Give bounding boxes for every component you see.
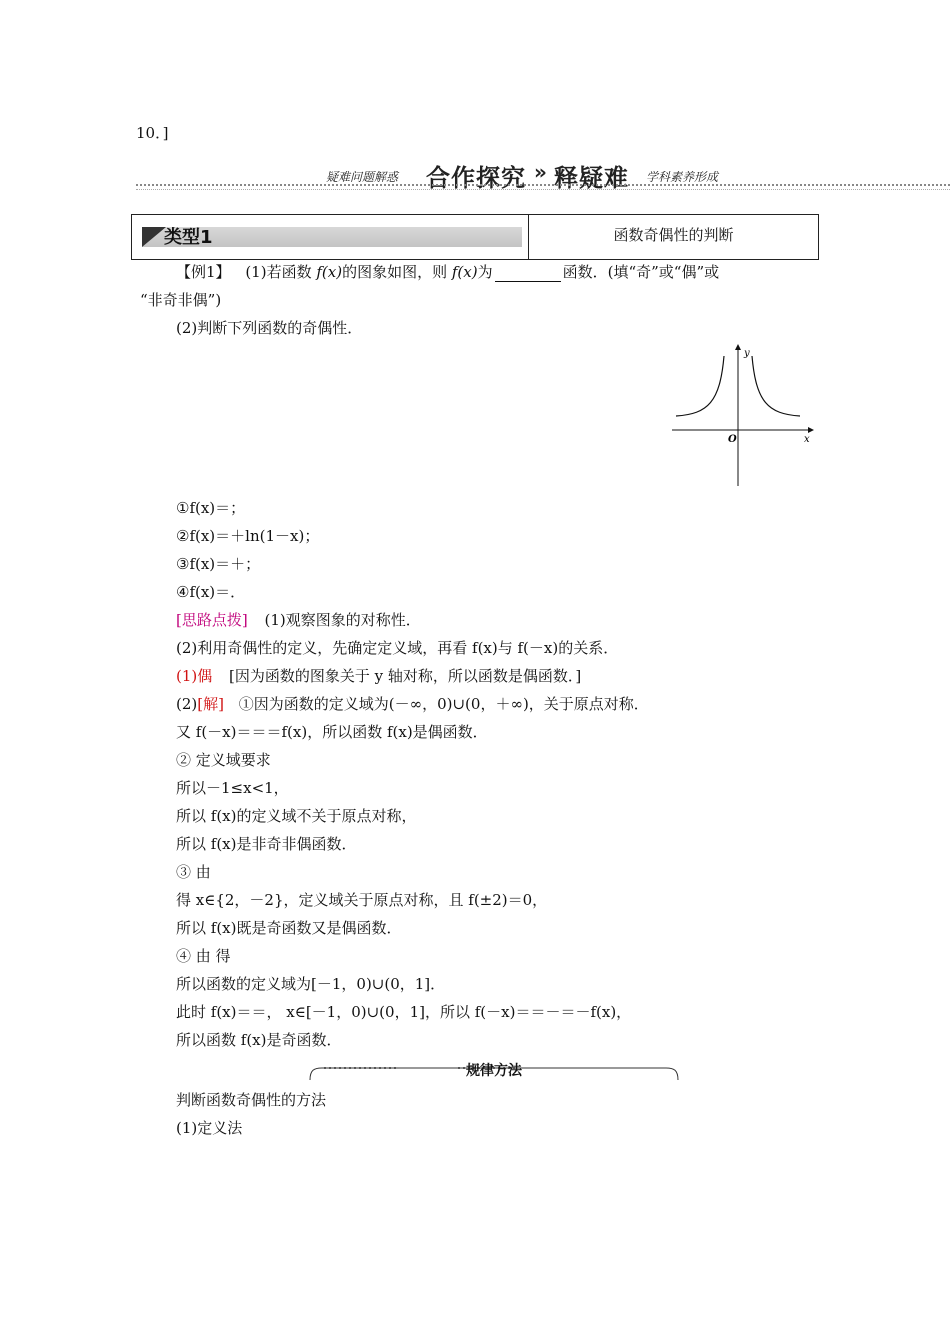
type-wedge <box>142 227 166 247</box>
example-fx-1: f(x) <box>316 263 343 281</box>
item-3: ③f(x)＝＋； <box>176 555 261 573</box>
hint-line <box>176 610 421 630</box>
type-label: 类型1 <box>164 227 213 248</box>
solution-step-6: ③ 由 <box>176 863 211 881</box>
example-part1-d: 函数．(填“奇”或“偶”或 <box>562 263 720 281</box>
banner-right-caption: 学科素养形成 <box>646 170 719 184</box>
hint-tag: [思路点拨] <box>176 611 248 629</box>
solution-step-11: 此时 f(x)＝＝， x∈[－1，0)∪(0，1]，所以 f(－x)＝＝－＝－f(x)， <box>176 1003 632 1021</box>
example-part1-a: (1)若函数 <box>245 263 312 281</box>
answer-line <box>176 666 581 686</box>
rules-heading <box>308 1058 680 1082</box>
solution-step-9: ④ 由 得 <box>176 947 231 965</box>
hint-text: (1)观察图象的对称性． <box>264 611 421 629</box>
rules-line-2: (1)定义法 <box>176 1119 243 1137</box>
previous-page-fragment: 10．] <box>136 124 169 142</box>
type-title: 函数奇偶性的判断 <box>613 226 734 244</box>
banner-left-caption: 疑难问题解惑 <box>326 170 399 184</box>
example-part1-b: 的图象如图，则 <box>342 263 448 281</box>
example-line-1 <box>176 262 719 282</box>
right-branch <box>752 356 800 416</box>
rules-label: 规律方法 <box>466 1063 522 1079</box>
example-part-2: (2)判断下列函数的奇偶性． <box>176 319 363 337</box>
rules-line-1: 判断函数奇偶性的方法 <box>176 1091 327 1109</box>
solution-step-2: ② 定义域要求 <box>176 751 271 769</box>
example-fx-2: f(x) <box>451 263 478 281</box>
item-4: ④f(x)＝． <box>176 583 246 601</box>
solution-step-8: 所以 f(x)既是奇函数又是偶函数． <box>176 919 402 937</box>
item-1: ①f(x)＝； <box>176 499 246 517</box>
example-line-2: “非奇非偶”) <box>140 291 222 309</box>
answer-blank <box>495 265 561 282</box>
banner-divider <box>136 184 950 186</box>
origin-label: O <box>728 434 737 445</box>
left-branch <box>676 356 724 416</box>
function-graph <box>668 340 818 490</box>
x-axis-label: x <box>804 434 810 445</box>
example-part1-c: 为 <box>477 263 493 281</box>
solution-step-10: 所以函数的定义域为[－1，0)∪(0，1]． <box>176 975 446 993</box>
banner-arrow-icon: » <box>534 160 548 184</box>
answer-tag: (1)偶 <box>176 667 213 685</box>
type-label-cell <box>132 215 529 259</box>
type-heading-box <box>131 214 819 260</box>
solution-step-3: 所以－1≤x<1， <box>176 779 289 797</box>
solution-step-12: 所以函数 f(x)是奇函数． <box>176 1031 342 1049</box>
solution-step-7: 得 x∈{2，－2}，定义域关于原点对称，且 f(±2)＝0， <box>176 891 548 909</box>
hint-line-2: (2)利用奇偶性的定义，先确定定义域，再看 f(x)与 f(－x)的关系． <box>176 639 619 657</box>
banner-title-a: 合作探究 <box>426 164 526 192</box>
solution-tag: [解] <box>197 695 224 713</box>
item-2: ②f(x)＝＋ln(1－x)； <box>176 527 320 545</box>
solution-step-4: 所以 f(x)的定义域不关于原点对称， <box>176 807 417 825</box>
y-axis-label: y <box>744 348 750 359</box>
solution-line <box>176 694 649 714</box>
y-axis-arrow-icon <box>735 344 741 350</box>
answer-text: [因为函数的图象关于 y 轴对称，所以函数是偶函数．] <box>229 667 582 685</box>
x-axis-arrow-icon <box>808 427 814 433</box>
example-lead: 【例1】 <box>176 263 231 281</box>
solution-prefix: (2) <box>176 695 198 713</box>
solution-step-1: 又 f(－x)＝＝＝f(x)，所以函数 f(x)是偶函数． <box>176 723 488 741</box>
banner-divider-2 <box>136 189 950 190</box>
solution-text: ①因为函数的定义域为(－∞，0)∪(0，＋∞)，关于原点对称． <box>238 695 649 713</box>
solution-step-5: 所以 f(x)是非奇非偶函数． <box>176 835 357 853</box>
banner-title-b: 释疑难 <box>554 164 629 192</box>
